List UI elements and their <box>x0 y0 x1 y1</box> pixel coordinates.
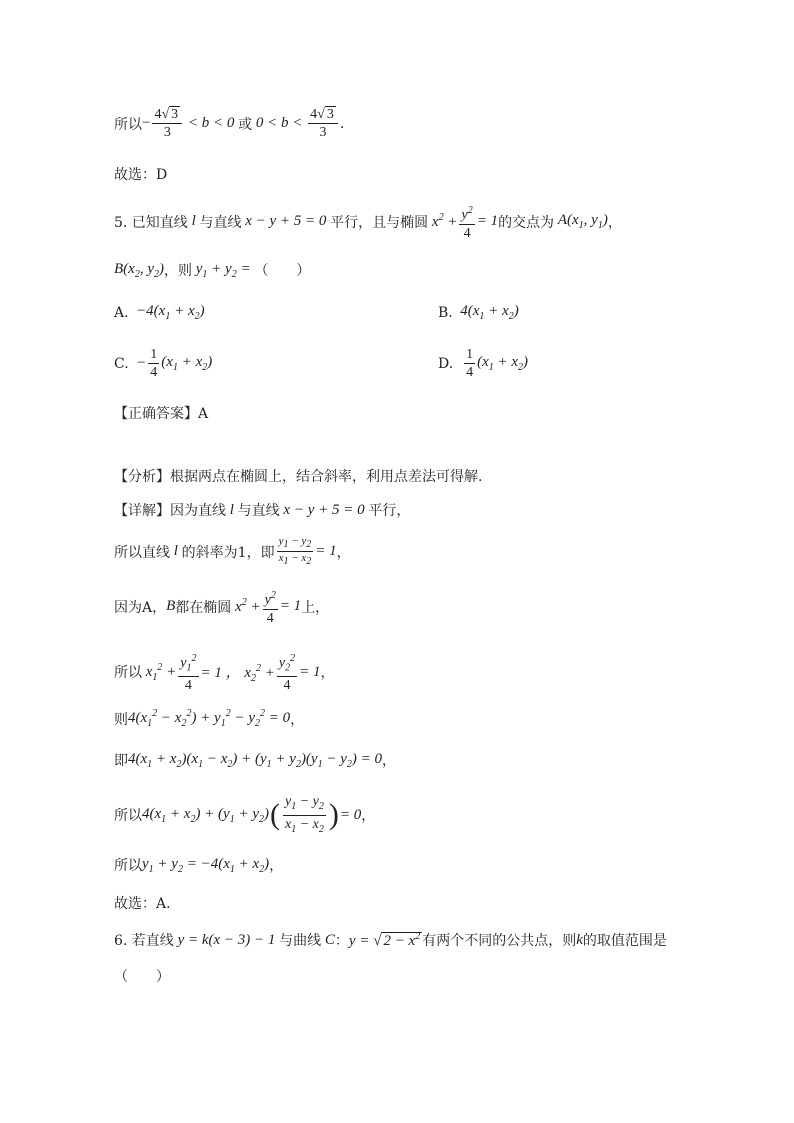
fraction-slope: $\frac{y_1 - y_2}{x_1 - x_2}$ <box>278 535 312 568</box>
detail-text-c: 平行， <box>368 503 411 519</box>
option-a-label: A. <box>114 304 129 321</box>
q5-text-a: 5. 已知直线 <box>114 214 188 231</box>
q5-text-b: 与直线 <box>199 214 242 231</box>
detail-equations: 所以 $x_1^2$ + $\frac{y_1^2}{4}$ = 1 ， $x_2^2$ + $\frac{y_2^2}{4}$ = 1 ， <box>114 650 335 694</box>
text-so: 所以 <box>114 116 142 133</box>
both-text-b: 都在椭圆 <box>175 599 232 616</box>
q6-text-a: 6. 若直线 <box>114 933 174 949</box>
detail-then: 则 $4(x_1^2 - x_2^2) + y_1^2 - y_2^2 = 0$ ， <box>114 708 305 729</box>
slope-text-b: 的斜率为1，即 <box>181 544 275 561</box>
fraction-y2-over-4: $\frac{y^2}{4}$ <box>459 202 474 242</box>
question-6-paren: （ ） <box>114 969 170 985</box>
q5-text-c: 平行，且与椭圆 <box>330 214 429 231</box>
analysis: 【分析】根据两点在椭圆上，结合斜率，利用点差法可得解. <box>114 469 483 485</box>
q6-text-d: 的取值范围是 <box>582 933 667 949</box>
then-text: 则 <box>114 711 128 728</box>
slope-text-a: 所以直线 <box>114 544 170 561</box>
option-b: B. $4(x_1 + x_2)$ <box>438 303 519 322</box>
both-text-c: 上， <box>301 599 330 616</box>
option-c: C. − $\frac{1}{4}$ $(x_1 + x_2)$ <box>114 347 213 380</box>
detail-result: 所以 $y_1 + y_2 = -4(x_1 + x_2)$ ， <box>114 855 284 875</box>
question-6-line1: 6. 若直线 y = k(x − 3) − 1 与曲线 C ： y = √ $2 - x^2$ 有两个不同的公共点，则 k 的取值范围是 <box>114 930 667 949</box>
option-a: A. $-4(x_1 + x_2)$ <box>114 303 205 322</box>
question-5-line1: 5. 已知直线 l 与直线 x − y + 5 = 0 平行，且与椭圆 $x^2$ + $\frac{y^2}{4}$ = 1 的交点为 $A(x_1$, $y_1$) ， <box>114 202 622 242</box>
option-d-label: D. <box>438 355 454 372</box>
choose-a: 故选：A. <box>114 896 171 912</box>
option-c-label: C. <box>114 355 129 372</box>
detail-text-a: 【详解】因为直线 <box>114 503 226 519</box>
q5-text-e: ，则 <box>164 263 192 279</box>
q6-text-b: 与曲线 <box>279 933 322 949</box>
so-text: 所以 <box>114 665 142 682</box>
option-d: D. $\frac{1}{4}$ $(x_1 + x_2)$ <box>438 347 529 380</box>
ie-text: 即 <box>114 753 128 769</box>
detail-text-b: 与直线 <box>237 503 280 519</box>
so2-text: 所以 <box>114 808 142 825</box>
detail-both-on-ellipse: 因为A， B 都在椭圆 $x^2$ + $\frac{y^2}{4}$ = 1 上， <box>114 587 329 627</box>
question-5-line2: $B(x_2$, $y_2$) ，则 $y_1 + y_2$ = （ ） <box>114 260 311 280</box>
so3-text: 所以 <box>114 858 142 874</box>
detail-slope: 所以直线 l 的斜率为1，即 $\frac{y_1 - y_2}{x_1 - x_2}$ = 1 ， <box>114 535 351 568</box>
choose-d: 故选：D <box>114 167 168 183</box>
fraction-4root3-over-3: $\frac{4√ 3}{3}$ <box>308 106 338 141</box>
option-b-label: B. <box>438 304 453 321</box>
detail-divide: 所以 $4(x_1 + x_2) + (y_1 + y_2)$ ( $\frac{y_1 - y_2}{x_1 - x_2}$ ) = 0 ， <box>114 794 376 835</box>
text-or: 或 <box>238 116 253 133</box>
detail-factor: 即 $4(x_1 + x_2)(x_1 - x_2) + (y_1 + y_2)(y_1 - y_2) = 0$ ， <box>114 750 396 770</box>
q5-paren: （ ） <box>254 263 311 279</box>
q5-text-d: 的交点为 <box>498 214 555 231</box>
correct-answer: 【正确答案】A <box>114 406 209 422</box>
q6-text-c: 有两个不同的公共点，则 <box>422 933 577 949</box>
line-b-range: 所以 − $\frac{4√ 3}{3}$ < b < 0 或 0 < b < $\frac{4√ 3}{3}$ . <box>114 107 345 140</box>
both-text-a: 因为A， <box>114 599 167 616</box>
fraction-4root3-over-3: $\frac{4√ 3}{3}$ <box>152 106 182 141</box>
detail-line1: 【详解】因为直线 l 与直线 x − y + 5 = 0 平行， <box>114 501 411 519</box>
